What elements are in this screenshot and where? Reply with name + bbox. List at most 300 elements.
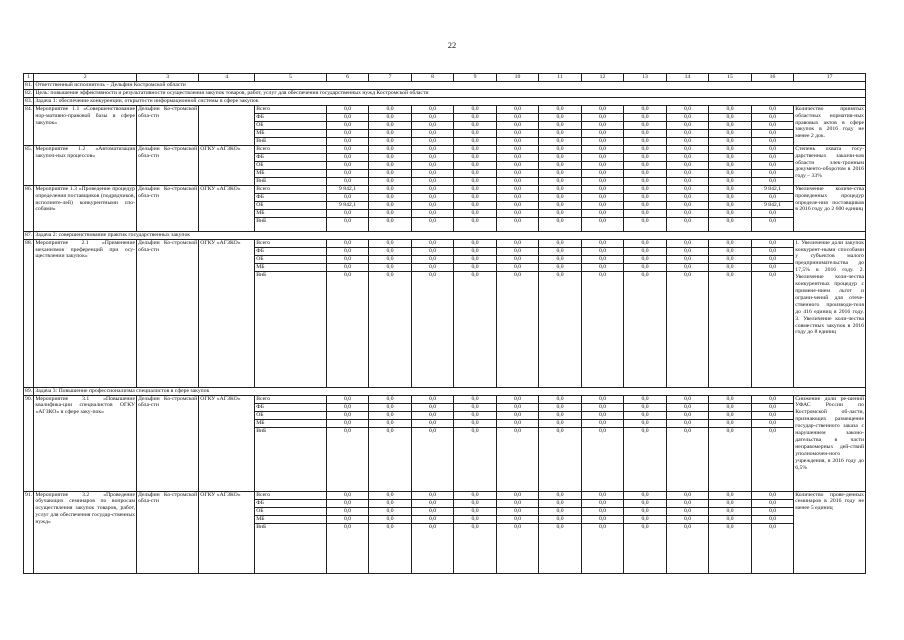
funding-value: 0,0 [666, 113, 709, 121]
funding-value: 0,0 [666, 137, 709, 145]
funding-value: 0,0 [666, 153, 709, 161]
measure-number: 86. [24, 185, 34, 231]
funding-value: 0,0 [369, 201, 412, 209]
funding-value: 0,0 [539, 161, 582, 169]
funding-value: 0,0 [411, 499, 454, 507]
funding-value: 0,0 [369, 491, 412, 499]
funding-value: 0,0 [496, 169, 539, 177]
funding-value: 0,0 [454, 271, 497, 387]
funding-value: 0,0 [411, 271, 454, 387]
funding-value: 0,0 [326, 395, 369, 403]
funding-value: 0,0 [624, 247, 667, 255]
funding-value: 0,0 [539, 185, 582, 193]
funding-source: ВнБ [255, 523, 327, 573]
funding-value: 0,0 [539, 239, 582, 247]
funding-value: 0,0 [624, 239, 667, 247]
funding-value: 0,0 [411, 177, 454, 185]
funding-value: 0,0 [751, 411, 794, 419]
section-number: 87. [25, 231, 33, 238]
funding-value: 0,0 [411, 161, 454, 169]
funding-value: 0,0 [624, 129, 667, 137]
funding-value: 0,0 [411, 169, 454, 177]
funding-value: 0,0 [454, 105, 497, 113]
funding-value: 0,0 [666, 121, 709, 129]
funding-value: 0,0 [454, 247, 497, 255]
funding-value: 0,0 [411, 209, 454, 217]
funding-source: МБ [255, 419, 327, 427]
funding-value: 0,0 [666, 239, 709, 247]
funding-value: 0,0 [581, 105, 624, 113]
funding-value: 0,0 [709, 499, 752, 507]
funding-value: 0,0 [454, 113, 497, 121]
funding-value: 0,0 [666, 105, 709, 113]
funding-value: 0,0 [624, 217, 667, 231]
funding-value: 0,0 [666, 145, 709, 153]
funding-value: 0,0 [709, 239, 752, 247]
funding-value: 0,0 [539, 201, 582, 209]
funding-value: 0,0 [369, 177, 412, 185]
column-number: 6 [326, 74, 369, 82]
section-row [24, 97, 866, 105]
funding-value: 0,0 [454, 491, 497, 499]
funding-value: 0,0 [581, 395, 624, 403]
funding-value: 0,0 [369, 113, 412, 121]
funding-value: 0,0 [666, 395, 709, 403]
funding-value: 0,0 [624, 161, 667, 169]
funding-value: 0,0 [624, 427, 667, 491]
funding-value: 0,0 [539, 403, 582, 411]
funding-value: 0,0 [369, 105, 412, 113]
funding-value: 0,0 [496, 177, 539, 185]
funding-source: ФБ [255, 153, 327, 161]
measure-result: Степень охвата госу-дарственных заказчи-ков области элек-тронным документо-оборотом в 2016 году – 33% [794, 145, 866, 185]
funding-value: 0,0 [369, 427, 412, 491]
funding-value: 0,0 [454, 411, 497, 419]
measure-name: Мероприятие 3.1 «Повышение квалифика-ции специалистов ОГКУ «АГЗКО» в сфере заку-пок» [34, 395, 137, 491]
funding-value: 0,0 [411, 491, 454, 499]
column-number: 8 [411, 74, 454, 82]
funding-source: ВнБ [255, 217, 327, 231]
funding-value: 0,0 [496, 403, 539, 411]
funding-value: 0,0 [369, 145, 412, 153]
column-number: 3 [137, 74, 199, 82]
funding-value: 0,0 [666, 271, 709, 387]
funding-value: 0,0 [624, 403, 667, 411]
funding-value: 0,0 [624, 193, 667, 201]
funding-value: 0,0 [709, 247, 752, 255]
funding-value: 0,0 [751, 507, 794, 515]
funding-value: 0,0 [411, 403, 454, 411]
funding-value: 0,0 [326, 411, 369, 419]
funding-value: 0,0 [496, 161, 539, 169]
funding-value: 0,0 [666, 419, 709, 427]
funding-value: 9 842,1 [326, 201, 369, 209]
funding-value: 0,0 [751, 161, 794, 169]
funding-value: 0,0 [496, 523, 539, 573]
funding-value: 0,0 [624, 177, 667, 185]
funding-value: 0,0 [666, 217, 709, 231]
funding-value: 0,0 [539, 153, 582, 161]
funding-value: 0,0 [411, 419, 454, 427]
funding-value: 0,0 [369, 209, 412, 217]
funding-value: 0,0 [624, 515, 667, 523]
funding-value: 0,0 [581, 217, 624, 231]
measure-name: Мероприятие 1.3 «Проведение процедур определения поставщиков (подрядчиков, исполните-лей) конкурентными спо-собами» [34, 185, 137, 231]
funding-value: 0,0 [454, 255, 497, 263]
section-number: 89. [25, 387, 33, 394]
funding-value: 0,0 [539, 105, 582, 113]
measure-executor: Дельфин Ко-стромской обла-сти [137, 395, 199, 491]
funding-value: 0,0 [411, 185, 454, 193]
funding-source: Всего [255, 145, 327, 153]
funding-value: 0,0 [709, 491, 752, 499]
funding-value: 0,0 [454, 129, 497, 137]
funding-value: 0,0 [496, 395, 539, 403]
funding-value: 0,0 [751, 209, 794, 217]
measure-name: Мероприятие 1.1 «Совершенствование нор-мативно-правовой базы в сфере закупок» [34, 105, 137, 145]
funding-value: 0,0 [624, 145, 667, 153]
funding-source: ВнБ [255, 427, 327, 491]
funding-value: 0,0 [454, 137, 497, 145]
column-number: 4 [199, 74, 255, 82]
funding-value: 0,0 [539, 169, 582, 177]
funding-value: 0,0 [666, 129, 709, 137]
column-number: 11 [539, 74, 582, 82]
funding-value: 0,0 [581, 419, 624, 427]
funding-value: 0,0 [709, 271, 752, 387]
column-number: 1 [24, 74, 34, 82]
funding-source: ОБ [255, 255, 327, 263]
funding-value: 9 842,1 [326, 185, 369, 193]
funding-value: 0,0 [539, 419, 582, 427]
section-row [24, 231, 866, 239]
measure-result: Снижение доли ре-шений УФАС России по Костромской об-ласти, признающих размещение государ-ственного заказа с нарушением законо-дательства в части неправомерных дей-ствий уполномочен-ного учреждения, в 2016 году до 6,5% [794, 395, 866, 491]
measure-number: 90. [24, 395, 34, 491]
column-number-row [24, 74, 866, 82]
section-text: Цель: повышение эффективности и результативности осуществления закупок товаров, работ, услуг для обеспечения государственных нужд Костромской области [34, 89, 866, 97]
funding-value: 0,0 [581, 403, 624, 411]
funding-value: 0,0 [581, 153, 624, 161]
funding-value: 0,0 [539, 209, 582, 217]
funding-source: ОБ [255, 201, 327, 209]
funding-value: 0,0 [326, 169, 369, 177]
funding-value: 0,0 [666, 169, 709, 177]
funding-value: 0,0 [496, 113, 539, 121]
section-row [24, 387, 866, 395]
funding-value: 0,0 [454, 209, 497, 217]
funding-value: 0,0 [326, 153, 369, 161]
measure-number: 91. [24, 491, 34, 573]
funding-value: 0,0 [709, 177, 752, 185]
funding-value: 0,0 [326, 105, 369, 113]
funding-value: 0,0 [496, 427, 539, 491]
funding-value: 0,0 [539, 255, 582, 263]
funding-value: 0,0 [539, 395, 582, 403]
funding-value: 0,0 [624, 507, 667, 515]
funding-value: 0,0 [454, 185, 497, 193]
funding-value: 0,0 [496, 129, 539, 137]
funding-value: 0,0 [581, 427, 624, 491]
funding-value: 0,0 [624, 185, 667, 193]
section-row [24, 82, 866, 90]
funding-value: 0,0 [326, 515, 369, 523]
funding-value: 0,0 [454, 403, 497, 411]
funding-value: 0,0 [496, 491, 539, 499]
funding-value: 0,0 [751, 177, 794, 185]
funding-value: 0,0 [369, 169, 412, 177]
funding-value: 0,0 [709, 515, 752, 523]
funding-value: 0,0 [454, 193, 497, 201]
section-text: Задача 1: обеспечение конкуренции, открытости информационной системы в сфере закупок [34, 97, 866, 105]
measure-row [24, 145, 866, 153]
funding-value: 0,0 [581, 239, 624, 247]
funding-value: 0,0 [751, 247, 794, 255]
funding-value: 0,0 [369, 395, 412, 403]
funding-value: 0,0 [751, 145, 794, 153]
funding-value: 0,0 [581, 121, 624, 129]
funding-value: 0,0 [751, 239, 794, 247]
funding-value: 0,0 [581, 515, 624, 523]
column-number: 13 [624, 74, 667, 82]
funding-value: 0,0 [751, 137, 794, 145]
funding-value: 0,0 [369, 153, 412, 161]
measure-result: Количество принятых областных норматив-ных правовых актов в сфере закупок в 2016 году не менее 2 док. [794, 105, 866, 145]
funding-value: 0,0 [496, 255, 539, 263]
funding-value: 0,0 [666, 491, 709, 499]
funding-value: 0,0 [751, 499, 794, 507]
funding-source: ФБ [255, 403, 327, 411]
funding-value: 0,0 [539, 121, 582, 129]
funding-value: 0,0 [751, 427, 794, 491]
funding-value: 0,0 [666, 209, 709, 217]
column-number: 15 [709, 74, 752, 82]
funding-value: 0,0 [581, 499, 624, 507]
funding-value: 0,0 [369, 515, 412, 523]
funding-value: 0,0 [666, 177, 709, 185]
funding-value: 0,0 [369, 499, 412, 507]
section-text: Ответственный исполнитель – Дельфин Костромской области [34, 82, 866, 90]
funding-value: 0,0 [666, 507, 709, 515]
funding-value: 0,0 [581, 177, 624, 185]
measure-name: Мероприятие 2.1 «Применение механизмов преференций при осу-ществлении закупок» [34, 239, 137, 387]
funding-value: 0,0 [709, 411, 752, 419]
funding-value: 0,0 [624, 113, 667, 121]
funding-value: 0,0 [496, 271, 539, 387]
column-number: 17 [794, 74, 866, 82]
funding-value: 0,0 [496, 105, 539, 113]
section-text: Задача 2: совершенствование практик государственных закупок [34, 231, 866, 239]
funding-value: 0,0 [581, 201, 624, 209]
funding-source: Всего [255, 105, 327, 113]
funding-value: 0,0 [581, 185, 624, 193]
funding-value: 0,0 [411, 427, 454, 491]
measure-participant: ОГКУ «АГЗКО» [199, 185, 255, 231]
funding-value: 0,0 [581, 169, 624, 177]
funding-value: 0,0 [326, 129, 369, 137]
funding-value: 0,0 [454, 217, 497, 231]
measure-executor: Дельфин Ко-стромской обла-сти [137, 239, 199, 387]
funding-value: 0,0 [581, 263, 624, 271]
funding-value: 0,0 [454, 427, 497, 491]
funding-source: ОБ [255, 161, 327, 169]
funding-value: 0,0 [624, 209, 667, 217]
funding-value: 9 842,1 [751, 185, 794, 193]
funding-value: 0,0 [411, 113, 454, 121]
funding-value: 0,0 [624, 255, 667, 263]
funding-value: 0,0 [751, 515, 794, 523]
funding-value: 0,0 [326, 193, 369, 201]
funding-value: 0,0 [454, 169, 497, 177]
funding-value: 0,0 [539, 129, 582, 137]
funding-value: 0,0 [709, 169, 752, 177]
funding-value: 0,0 [369, 507, 412, 515]
funding-value: 0,0 [496, 153, 539, 161]
funding-value: 0,0 [454, 523, 497, 573]
funding-value: 0,0 [539, 263, 582, 271]
funding-value: 0,0 [369, 271, 412, 387]
measure-number: 85. [24, 145, 34, 185]
section-row [24, 89, 866, 97]
funding-value: 0,0 [369, 239, 412, 247]
funding-value: 0,0 [581, 491, 624, 499]
measure-executor: Дельфин Ко-стромской обла-сти [137, 105, 199, 145]
funding-value: 0,0 [326, 419, 369, 427]
funding-value: 0,0 [666, 255, 709, 263]
funding-value: 0,0 [326, 113, 369, 121]
funding-value: 0,0 [751, 395, 794, 403]
funding-value: 0,0 [454, 419, 497, 427]
funding-value: 0,0 [666, 523, 709, 573]
funding-value: 0,0 [751, 263, 794, 271]
funding-value: 0,0 [411, 411, 454, 419]
funding-value: 0,0 [624, 411, 667, 419]
measure-executor: Дельфин Ко-стромской обла-сти [137, 491, 199, 573]
measure-row [24, 395, 866, 403]
funding-value: 0,0 [411, 507, 454, 515]
funding-source: ВнБ [255, 177, 327, 185]
funding-source: ФБ [255, 113, 327, 121]
measure-result: Увеличение количе-ства проведенных процедур определе-ния поставщиков в 2016 году до 2 600 единиц [794, 185, 866, 231]
funding-value: 0,0 [539, 411, 582, 419]
funding-value: 0,0 [496, 193, 539, 201]
funding-value: 0,0 [454, 239, 497, 247]
measure-row [24, 239, 866, 247]
funding-value: 0,0 [496, 507, 539, 515]
funding-value: 0,0 [581, 247, 624, 255]
funding-value: 0,0 [326, 263, 369, 271]
funding-value: 0,0 [751, 105, 794, 113]
funding-value: 0,0 [454, 121, 497, 129]
measure-row [24, 491, 866, 499]
funding-value: 0,0 [326, 499, 369, 507]
funding-value: 0,0 [539, 137, 582, 145]
page-number: 22 [447, 40, 457, 50]
program-table [23, 73, 866, 574]
funding-value: 0,0 [539, 217, 582, 231]
funding-value: 0,0 [751, 129, 794, 137]
funding-value: 0,0 [581, 523, 624, 573]
funding-value: 0,0 [454, 153, 497, 161]
funding-value: 0,0 [369, 137, 412, 145]
funding-value: 0,0 [581, 161, 624, 169]
funding-value: 0,0 [666, 499, 709, 507]
funding-value: 0,0 [624, 121, 667, 129]
funding-value: 0,0 [369, 403, 412, 411]
funding-value: 0,0 [326, 271, 369, 387]
funding-value: 0,0 [581, 137, 624, 145]
funding-value: 0,0 [709, 217, 752, 231]
funding-value: 0,0 [496, 499, 539, 507]
funding-value: 0,0 [709, 145, 752, 153]
funding-value: 0,0 [454, 499, 497, 507]
funding-value: 0,0 [539, 177, 582, 185]
funding-value: 0,0 [624, 395, 667, 403]
funding-value: 0,0 [581, 507, 624, 515]
measure-participant: ОГКУ «АГЗКО» [199, 491, 255, 573]
funding-value: 0,0 [581, 193, 624, 201]
funding-value: 0,0 [496, 411, 539, 419]
column-number: 5 [255, 74, 327, 82]
funding-value: 0,0 [539, 271, 582, 387]
funding-value: 0,0 [581, 271, 624, 387]
funding-value: 0,0 [666, 201, 709, 209]
funding-value: 0,0 [666, 161, 709, 169]
funding-value: 0,0 [369, 523, 412, 573]
measure-participant: ОГКУ «АГЗКО» [199, 145, 255, 185]
funding-value: 0,0 [411, 129, 454, 137]
column-number: 2 [34, 74, 137, 82]
funding-value: 0,0 [709, 193, 752, 201]
funding-value: 0,0 [454, 507, 497, 515]
funding-value: 0,0 [709, 201, 752, 209]
column-number: 14 [666, 74, 709, 82]
funding-value: 0,0 [496, 145, 539, 153]
funding-value: 0,0 [326, 247, 369, 255]
funding-value: 0,0 [496, 185, 539, 193]
funding-source: ВнБ [255, 271, 327, 387]
funding-value: 0,0 [751, 523, 794, 573]
funding-value: 0,0 [581, 113, 624, 121]
funding-value: 0,0 [709, 137, 752, 145]
funding-value: 9 842,1 [751, 201, 794, 209]
funding-value: 0,0 [539, 507, 582, 515]
funding-value: 0,0 [411, 247, 454, 255]
funding-source: ОБ [255, 411, 327, 419]
funding-value: 0,0 [326, 255, 369, 263]
funding-value: 0,0 [581, 255, 624, 263]
funding-value: 0,0 [454, 263, 497, 271]
funding-value: 0,0 [496, 217, 539, 231]
funding-value: 0,0 [666, 263, 709, 271]
funding-value: 0,0 [709, 419, 752, 427]
funding-value: 0,0 [751, 121, 794, 129]
funding-value: 0,0 [369, 217, 412, 231]
funding-value: 0,0 [539, 247, 582, 255]
section-number: 81. [25, 82, 33, 88]
measure-name: Мероприятие 1.2 «Автоматизация закупоч-ных процессов» [34, 145, 137, 185]
funding-value: 0,0 [666, 411, 709, 419]
funding-value: 0,0 [581, 129, 624, 137]
funding-value: 0,0 [666, 403, 709, 411]
funding-value: 0,0 [496, 263, 539, 271]
funding-value: 0,0 [709, 263, 752, 271]
measure-row [24, 185, 866, 193]
funding-value: 0,0 [326, 177, 369, 185]
funding-value: 0,0 [539, 491, 582, 499]
measure-number: 84. [24, 105, 34, 145]
measure-participant [199, 105, 255, 145]
funding-value: 0,0 [709, 161, 752, 169]
